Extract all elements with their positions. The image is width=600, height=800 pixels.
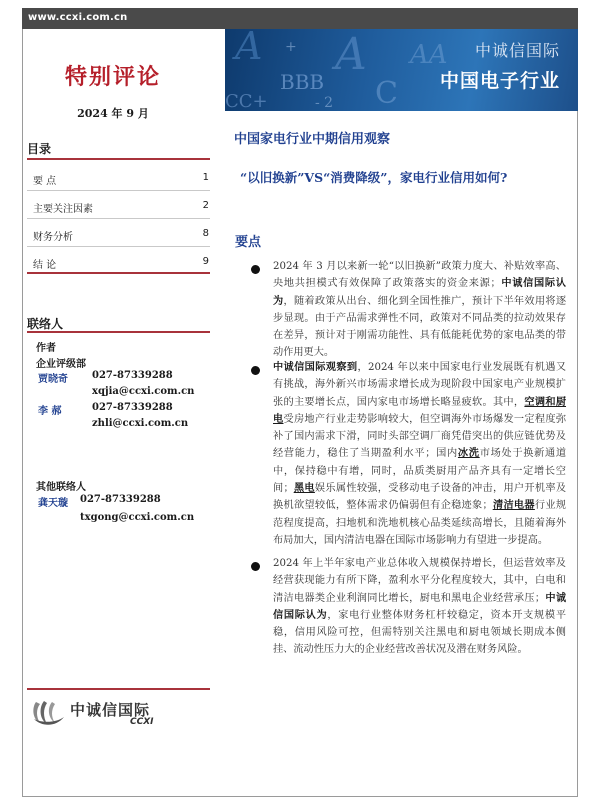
industry-name: 中国电子行业 — [439, 70, 560, 92]
org-name: 中诚信国际 — [474, 41, 560, 60]
bullet-icon — [251, 562, 260, 571]
key-point-paragraph — [273, 555, 566, 659]
logo-subtext: CCXI — [130, 717, 154, 727]
toc-label: 要 点 — [33, 176, 57, 187]
text-run: 2024 年上半年家电产业总体收入规模保持增长，但运营效率及经营获现能力有所下降，盈利水平分化程度较大，其中，白电和清洁电器类企业利润同比增长，厨电和黑电企业经营承压； — [273, 558, 566, 604]
toc-title: 目录 — [27, 142, 52, 156]
text-run: ，随着政策从出台、细化到全国性推广，预计下半年效用将逐步显现。由于产品需求弹性不同，政策对不同品类的拉动效果存在差异，预计对于刚需功能性、具有低能耗优势的家电品类的带动作用更大。 — [273, 295, 567, 359]
svg-text:A: A — [235, 29, 263, 68]
logo-rule — [27, 688, 210, 690]
text-run: 行业规范程度提高，扫地机和洗地机核心品类延续高增长，且随着海外布局加大，国内清洁电器在国际市场影响力有望进一步提高。 — [273, 500, 567, 546]
toc-label: 主要关注因素 — [33, 204, 93, 215]
toc-page: 1 — [202, 172, 209, 183]
contact-email[interactable]: xqjia@ccxi.com.cn — [92, 386, 195, 397]
contact-email[interactable]: zhli@ccxi.com.cn — [92, 418, 189, 429]
toc-page: 8 — [202, 228, 209, 239]
svg-text:- 2: - 2 — [315, 95, 334, 111]
text-run: 娱乐属性较强，受移动电子设备的冲击，用户开机率及换机欲望较低，整体需求仍偏弱但有企稳迹象； — [273, 483, 567, 512]
toc-bottom-rule — [27, 272, 210, 274]
toc-label: 财务分析 — [33, 232, 73, 243]
other-contacts-label: 其他联络人 — [36, 482, 86, 493]
contacts-rule — [27, 331, 210, 333]
emphasis-text: 冰洗 — [457, 447, 480, 460]
svg-text:AA: AA — [410, 40, 448, 70]
logo-text: 中诚信国际 — [70, 701, 151, 719]
emphasis-text: 中诚信国际认为 — [273, 591, 567, 621]
report-type: 特别评论 — [64, 64, 161, 90]
toc-divider — [27, 218, 210, 219]
header-banner — [225, 29, 578, 111]
ccxi-logo — [30, 697, 170, 727]
contact-name: 龚天璇 — [38, 498, 68, 509]
bullet-icon — [251, 366, 260, 375]
authors-label: 作者 — [36, 343, 56, 354]
department-label: 企业评级部 — [36, 359, 86, 370]
text-run: 2024 年 3 月以来新一轮“以旧换新”政策力度大、补贴效率高、央地共担模式有效保障了政策落实的资金来源； — [273, 261, 566, 290]
toc-page: 9 — [202, 256, 209, 267]
contact-phone: 027-87339288 — [92, 370, 173, 381]
toc-page: 2 — [202, 200, 209, 211]
contact-email[interactable]: txgong@ccxi.com.cn — [80, 512, 195, 523]
svg-text:CC+: CC+ — [225, 91, 268, 111]
toc-top-rule — [27, 158, 210, 160]
emphasis-text: 中诚信国际观察到 — [273, 361, 358, 373]
bullet-icon — [251, 265, 260, 274]
frame-left-border — [22, 29, 23, 797]
emphasis-text: 空调和厨电 — [273, 395, 567, 425]
frame-right-border — [577, 29, 578, 797]
frame-bottom-border — [22, 796, 578, 797]
report-title: 中国家电行业中期信用观察 — [234, 132, 391, 147]
emphasis-text: 中诚信国际认为 — [273, 277, 566, 307]
text-run: 市场处于换新通道中，保持稳中有增，同时，品质类厨用产品齐具有一定增长空间； — [273, 448, 567, 495]
emphasis-text: 清洁电器 — [492, 499, 535, 512]
key-point-paragraph — [273, 359, 566, 549]
text-run: 受房地产行业走势影响较大，但空调海外市场爆发一定程度弥补了国内需求下滑，同时头部空调厂商凭借突出的供应链优势及经营能力，稳住了当期盈利水平；国内 — [273, 413, 567, 460]
toc-label: 结 论 — [33, 260, 57, 271]
svg-text:BBB: BBB — [280, 70, 325, 94]
logo-mark-icon — [30, 697, 66, 727]
svg-text:C: C — [375, 76, 398, 111]
report-subtitle: “以旧换新”VS“消费降级”，家电行业信用如何? — [240, 170, 508, 185]
key-point-paragraph — [273, 258, 566, 362]
website-url[interactable]: www.ccxi.com.cn — [28, 12, 128, 23]
contacts-title: 联络人 — [27, 317, 64, 331]
svg-text:A: A — [335, 29, 367, 80]
emphasis-text: 黑电 — [293, 482, 315, 495]
report-date: 2024 年 9 月 — [77, 107, 149, 120]
text-run: ，2024 年以来中国家电行业发展既有机遇又有挑战，海外新兴市场需求增长成为现阶段中国家电产业规模扩张的主要增长点，国内家电市场增长略显疲软。其中， — [273, 362, 567, 408]
toc-divider — [27, 246, 210, 247]
toc-divider — [27, 190, 210, 191]
contact-name: 李 郝 — [38, 406, 62, 417]
top-bar — [22, 8, 578, 29]
contact-phone: 027-87339288 — [92, 402, 173, 413]
contact-phone: 027-87339288 — [80, 494, 161, 505]
key-points-title: 要点 — [235, 235, 262, 250]
text-run: ，家电行业整体财务杠杆较稳定，资本开支规模平稳，信用风险可控，但需特别关注黑电和厨电领域长期成本侧挂、流动性压力大的企业经营改善状况及潜在财务风险。 — [273, 609, 567, 656]
contact-name: 贾晓奇 — [38, 374, 68, 385]
svg-text:+: + — [285, 39, 297, 55]
